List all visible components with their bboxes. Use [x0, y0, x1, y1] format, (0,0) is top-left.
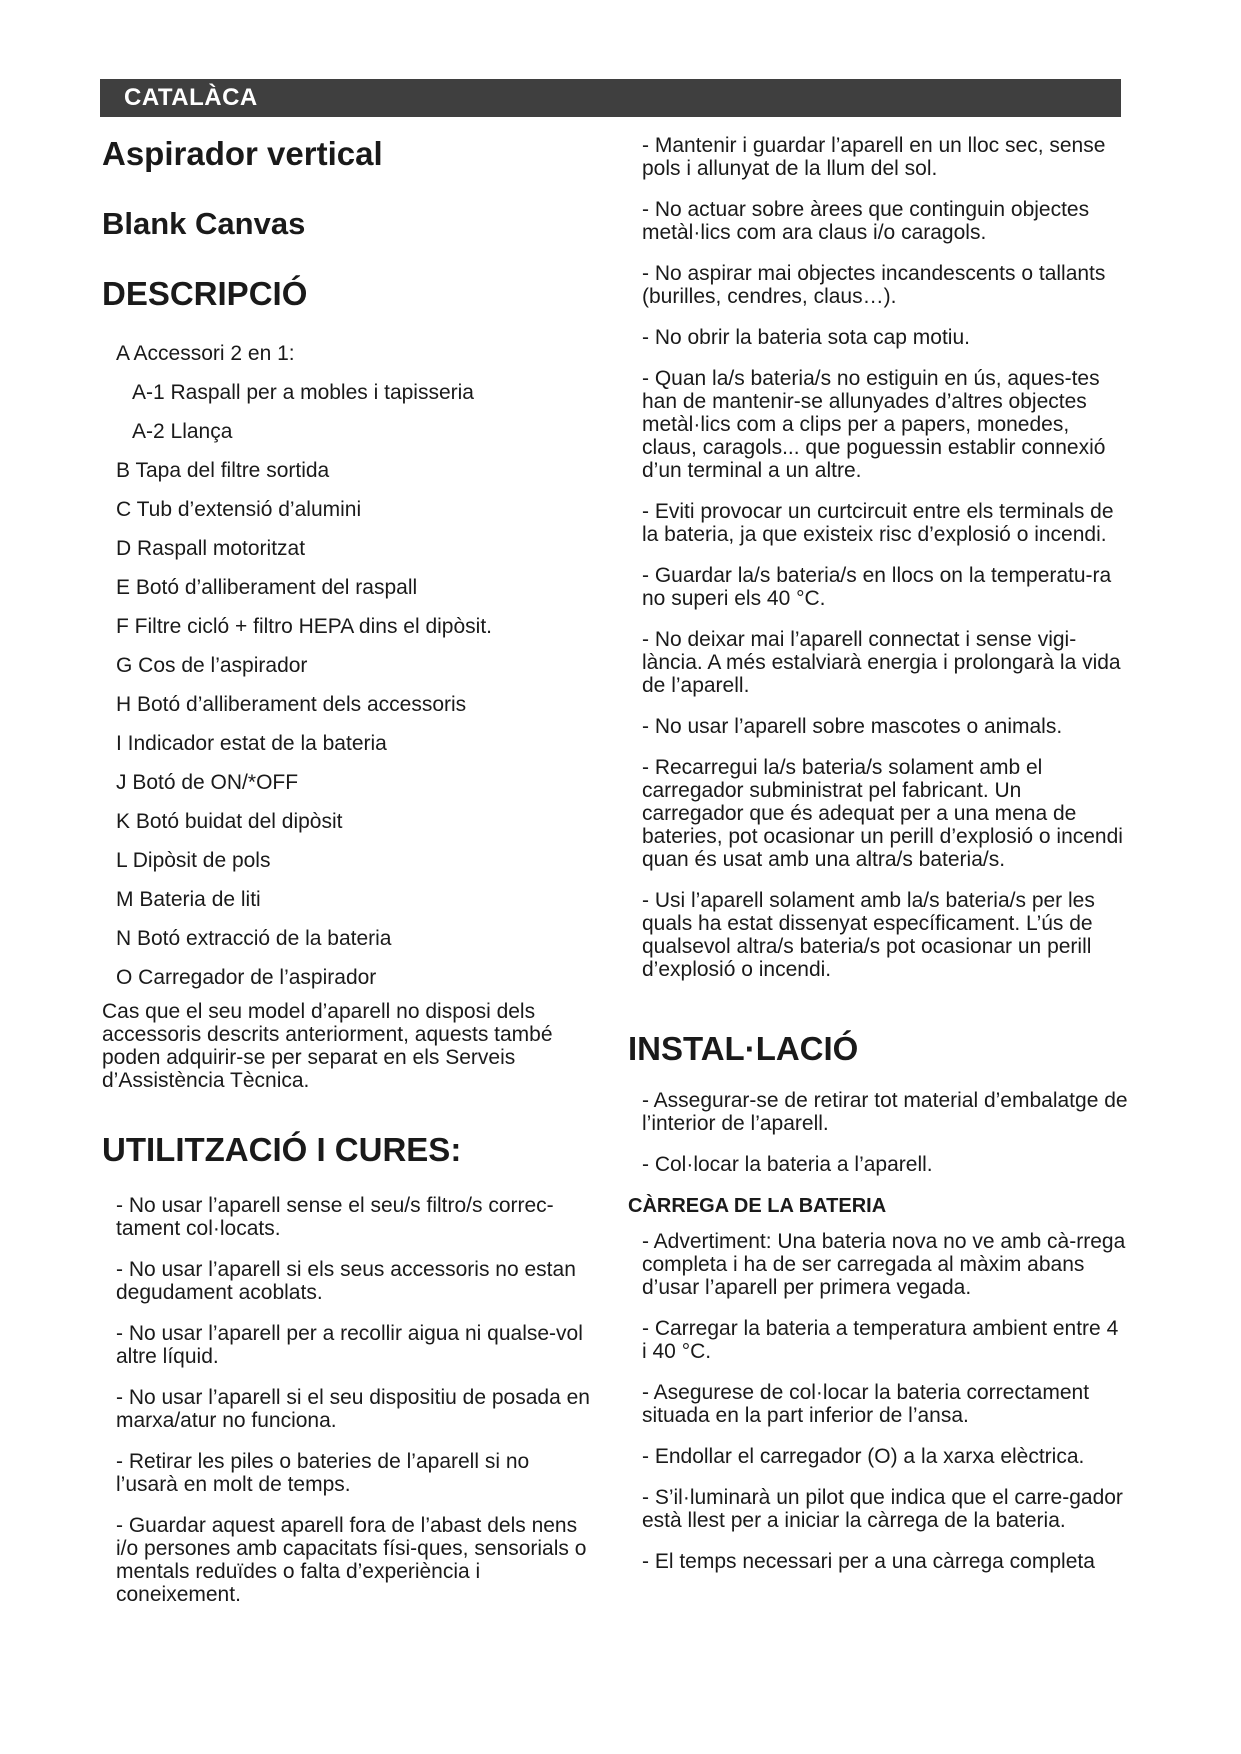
list-item: E Botó d’alliberament del raspall	[116, 576, 418, 600]
list-item: - Usi l’aparell solament amb la/s bateria/s per les quals ha estat dissenyat específicament. L’ús de qualsevol altra/s bateria/s pot ocasionar un perill d’explosió o incendi.	[642, 889, 1095, 981]
list-item: - No actuar sobre àrees que continguin objectes metàl·lics com ara claus i/o caragols.	[642, 198, 1090, 244]
list-item: - S’il·luminarà un pilot que indica que el carre-gador està llest per a iniciar la càrrega de la bateria.	[642, 1486, 1123, 1532]
list-item: - Quan la/s bateria/s no estiguin en ús, aques-tes han de mantenir-se allunyades d’altres objectes metàl·lics com a clips per a papers, monedes, claus, caragols... que poguessin establir connexió d’un terminal a un altre.	[642, 367, 1106, 482]
installation-list	[628, 1089, 1128, 1176]
charging-list	[628, 1230, 1128, 1573]
list-item: A-2 Llança	[132, 420, 233, 444]
list-item: I Indicador estat de la bateria	[116, 732, 387, 756]
list-item: C Tub d’extensió d’alumini	[116, 498, 362, 522]
list-item: - Col·locar la bateria a l’aparell.	[642, 1153, 933, 1176]
list-item: H Botó d’alliberament dels accessoris	[116, 693, 467, 717]
usage-heading: UTILITZACIÓ I CURES:	[102, 1131, 462, 1169]
list-item: - No usar l’aparell sobre mascotes o animals.	[642, 715, 1063, 738]
list-item: - No usar l’aparell si els seus accessoris no estan degudament acoblats.	[116, 1258, 576, 1305]
list-item: - Guardar aquest aparell fora de l’abast dels nens i/o persones amb capacitats físi-ques, sensorials o mentals reduïdes o falta d’experiència i coneixement.	[116, 1514, 587, 1607]
list-item: - No usar l’aparell per a recollir aigua ni qualse-vol altre líquid.	[116, 1322, 583, 1369]
right-column	[628, 128, 1128, 1591]
list-item: - El temps necessari per a una càrrega completa	[642, 1550, 1095, 1573]
list-item: B Tapa del filtre sortida	[116, 459, 330, 483]
list-item: - Eviti provocar un curtcircuit entre els terminals de la bateria, ja que existeix risc d’explosió o incendi.	[642, 500, 1114, 546]
list-item: - No obrir la bateria sota cap motiu.	[642, 326, 970, 349]
left-column	[102, 128, 592, 1624]
list-item: M Bateria de liti	[116, 888, 261, 912]
list-item: - No usar l’aparell sense el seu/s filtro/s correc-tament col·locats.	[116, 1194, 554, 1241]
list-item: - Assegurar-se de retirar tot material d’embalatge de l’interior de l’aparell.	[642, 1089, 1128, 1135]
list-item: G Cos de l’aspirador	[116, 654, 308, 678]
list-item: N Botó extracció de la bateria	[116, 927, 392, 951]
list-item: - Recarregui la/s bateria/s solament amb el carregador subministrat pel fabricant. Un carregador que és adequat per a una mena de bateries, pot ocasionar un perill d’explosió o incendi quan és usat amb una altra/s bateria/s.	[642, 756, 1123, 871]
list-item: O Carregador de l’aspirador	[116, 966, 377, 990]
product-type-title: Aspirador vertical	[102, 135, 383, 172]
list-item: D Raspall motoritzat	[116, 537, 306, 561]
language-header: CATALÀCA	[100, 79, 1121, 117]
list-item: - Advertiment: Una bateria nova no ve amb cà-rrega completa i ha de ser carregada al màxim abans d’usar l’aparell per primera vegada.	[642, 1230, 1126, 1299]
charging-heading: CÀRREGA DE LA BATERIA	[628, 1195, 887, 1217]
description-heading: DESCRIPCIÓ	[102, 275, 308, 312]
accessories-note: Cas que el seu model d’aparell no disposi dels accessoris descrits anteriorment, aquests també poden adquirir-se per separat en els Serveis d’Assistència Tècnica.	[102, 1000, 553, 1093]
usage-list	[102, 1194, 592, 1606]
list-item: - Mantenir i guardar l’aparell en un lloc sec, sense pols i allunyat de la llum del sol.	[642, 134, 1106, 180]
list-item: A-1 Raspall per a mobles i tapisseria	[132, 381, 474, 405]
list-item: - Carregar la bateria a temperatura ambient entre 4 i 40 °C.	[642, 1317, 1119, 1363]
usage-list-continued	[628, 134, 1128, 981]
list-item: - Endollar el carregador (O) a la xarxa elèctrica.	[642, 1445, 1085, 1468]
list-item: - Guardar la/s bateria/s en llocs on la temperatu-ra no superi els 40 °C.	[642, 564, 1112, 610]
list-item: A Accessori 2 en 1:	[116, 342, 295, 366]
list-item: J Botó de ON/*OFF	[116, 771, 299, 795]
list-item: L Dipòsit de pols	[116, 849, 271, 873]
description-list	[102, 341, 592, 990]
list-item: - No aspirar mai objectes incandescents o tallants (burilles, cendres, claus…).	[642, 262, 1106, 308]
list-item: K Botó buidat del dipòsit	[116, 810, 343, 834]
installation-heading: INSTAL·LACIÓ	[628, 1030, 859, 1067]
product-model-title: Blank Canvas	[102, 206, 306, 241]
list-item: - Asegurese de col·locar la bateria correctament situada en la part inferior de l’ansa.	[642, 1381, 1090, 1427]
list-item: - No usar l’aparell si el seu dispositiu de posada en marxa/atur no funciona.	[116, 1386, 590, 1433]
list-item: F Filtre cicló + filtro HEPA dins el dipòsit.	[116, 615, 492, 639]
list-item: - No deixar mai l’aparell connectat i sense vigi-lància. A més estalviarà energia i prolongarà la vida de l’aparell.	[642, 628, 1121, 697]
list-item: - Retirar les piles o bateries de l’aparell si no l’usarà en molt de temps.	[116, 1450, 530, 1497]
